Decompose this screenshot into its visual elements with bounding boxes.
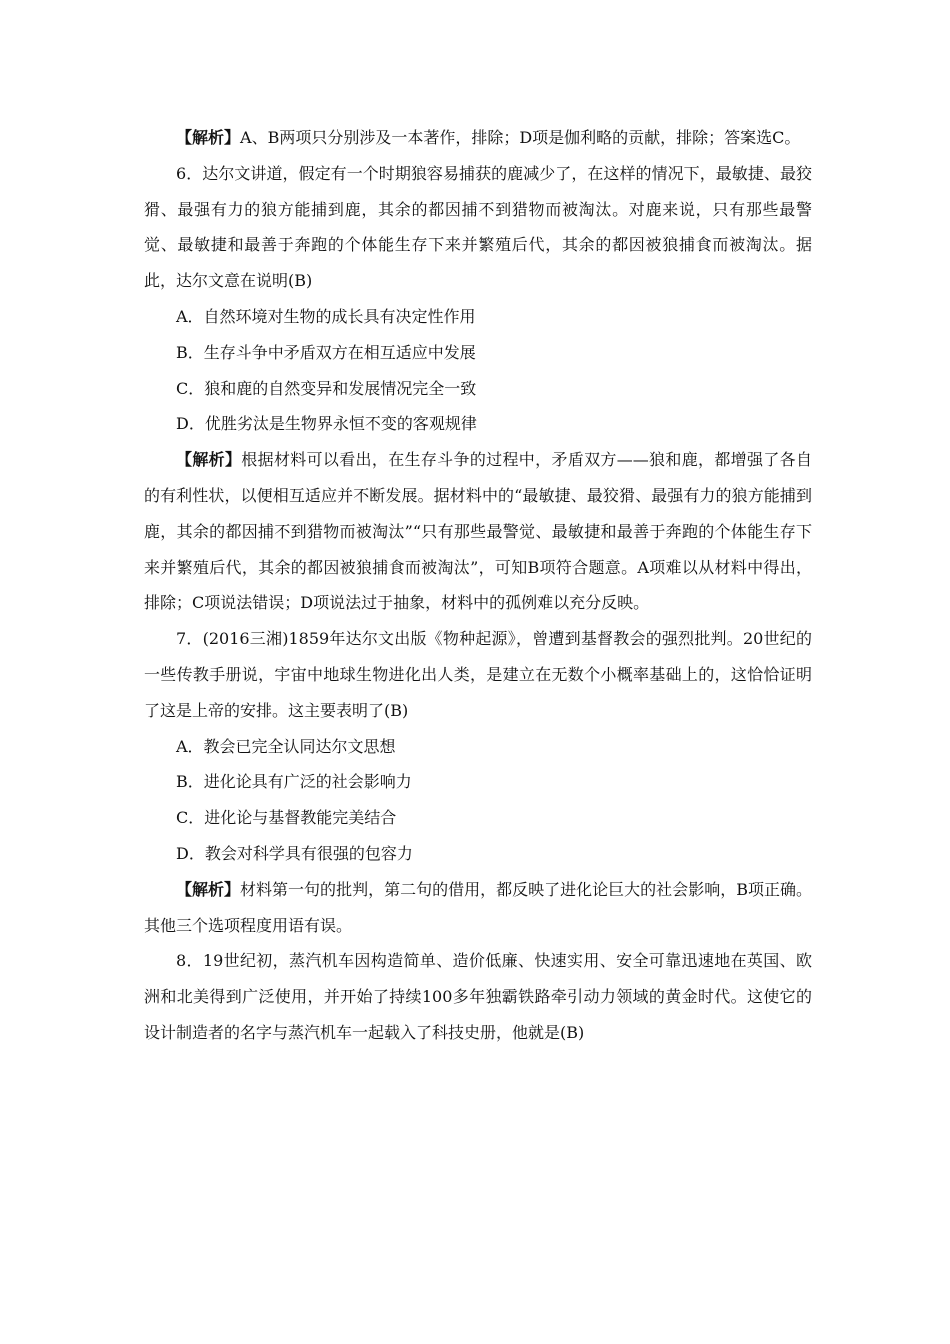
question-6: 6．达尔文讲道，假定有一个时期狼容易捕获的鹿减少了，在这样的情况下，最敏捷、最狡猾、最强有力的狼方能捕到鹿，其余的都因捕不到猎物而被淘汰。对鹿来说，只有那些最警觉、最敏捷和最善于奔跑的个体能生存下来并繁殖后代，其余的都因被狼捕食而被淘汰。据此，达尔文意在说明(B) xyxy=(144,163,812,291)
analysis-text: 根据材料可以看出，在生存斗争的过程中，矛盾双方——狼和鹿，都增强了各自的有利性状，以便相互适应并不断发展。据材料中的“最敏捷、最狡猾、最强有力的狼方能捕到鹿，其余的都因捕不到猎物而被淘汰”“只有那些最警觉、最敏捷和最善于奔跑的个体能生存下来并繁殖后代，其余的都因被狼捕食而被淘汰”，可知B项符合题意。A项难以从材料中得出，排除；C项说法错误；D项说法过于抽象，材料中的孤例难以充分反映。 xyxy=(144,450,812,613)
analysis-label: 【解析】 xyxy=(176,879,241,899)
question-6-option-d: D．优胜劣汰是生物界永恒不变的客观规律 xyxy=(176,414,477,434)
question-7-option-d: D．教会对科学具有很强的包容力 xyxy=(176,843,413,863)
analysis-label: 【解析】 xyxy=(176,128,241,147)
analysis-paragraph xyxy=(144,442,812,621)
analysis-text: 材料第一句的批判，第二句的借用，都反映了进化论巨大的社会影响，B项正确。其他三个选项程度用语有误。 xyxy=(144,879,812,935)
question-8: 8．19世纪初，蒸汽机车因构造简单、造价低廉、快速实用、安全可靠迅速地在英国、欧洲和北美得到广泛使用，并开始了持续100多年独霸铁路牵引动力领域的黄金时代。这使它的设计制造者的名字与蒸汽机车一起载入了科技史册，他就是(B) xyxy=(144,951,812,1042)
question-6-option-c: C．狼和鹿的自然变异和发展情况完全一致 xyxy=(176,378,477,398)
question-7: 7．(2016三湘)1859年达尔文出版《物种起源》，曾遭到基督教会的强烈批判。20世纪的一些传教手册说，宇宙中地球生物进化出人类，是建立在无数个小概率基础上的，这恰恰证明了这是上帝的安排。这主要表明了(B) xyxy=(144,629,812,720)
analysis-text: A、B两项只分别涉及一本著作，排除；D项是伽利略的贡献，排除；答案选C。 xyxy=(240,128,801,147)
page-content xyxy=(144,120,812,1051)
question-6-option-a: A．自然环境对生物的成长具有决定性作用 xyxy=(176,306,476,326)
question-7-option-b: B．进化论具有广泛的社会影响力 xyxy=(176,772,412,792)
analysis-paragraph xyxy=(144,872,812,944)
analysis-paragraph xyxy=(144,120,812,156)
question-7-option-c: C．进化论与基督教能完美结合 xyxy=(176,808,397,828)
question-7-option-a: A．教会已完全认同达尔文思想 xyxy=(176,736,396,756)
analysis-label: 【解析】 xyxy=(176,450,242,470)
question-6-option-b: B．生存斗争中矛盾双方在相互适应中发展 xyxy=(176,342,476,362)
